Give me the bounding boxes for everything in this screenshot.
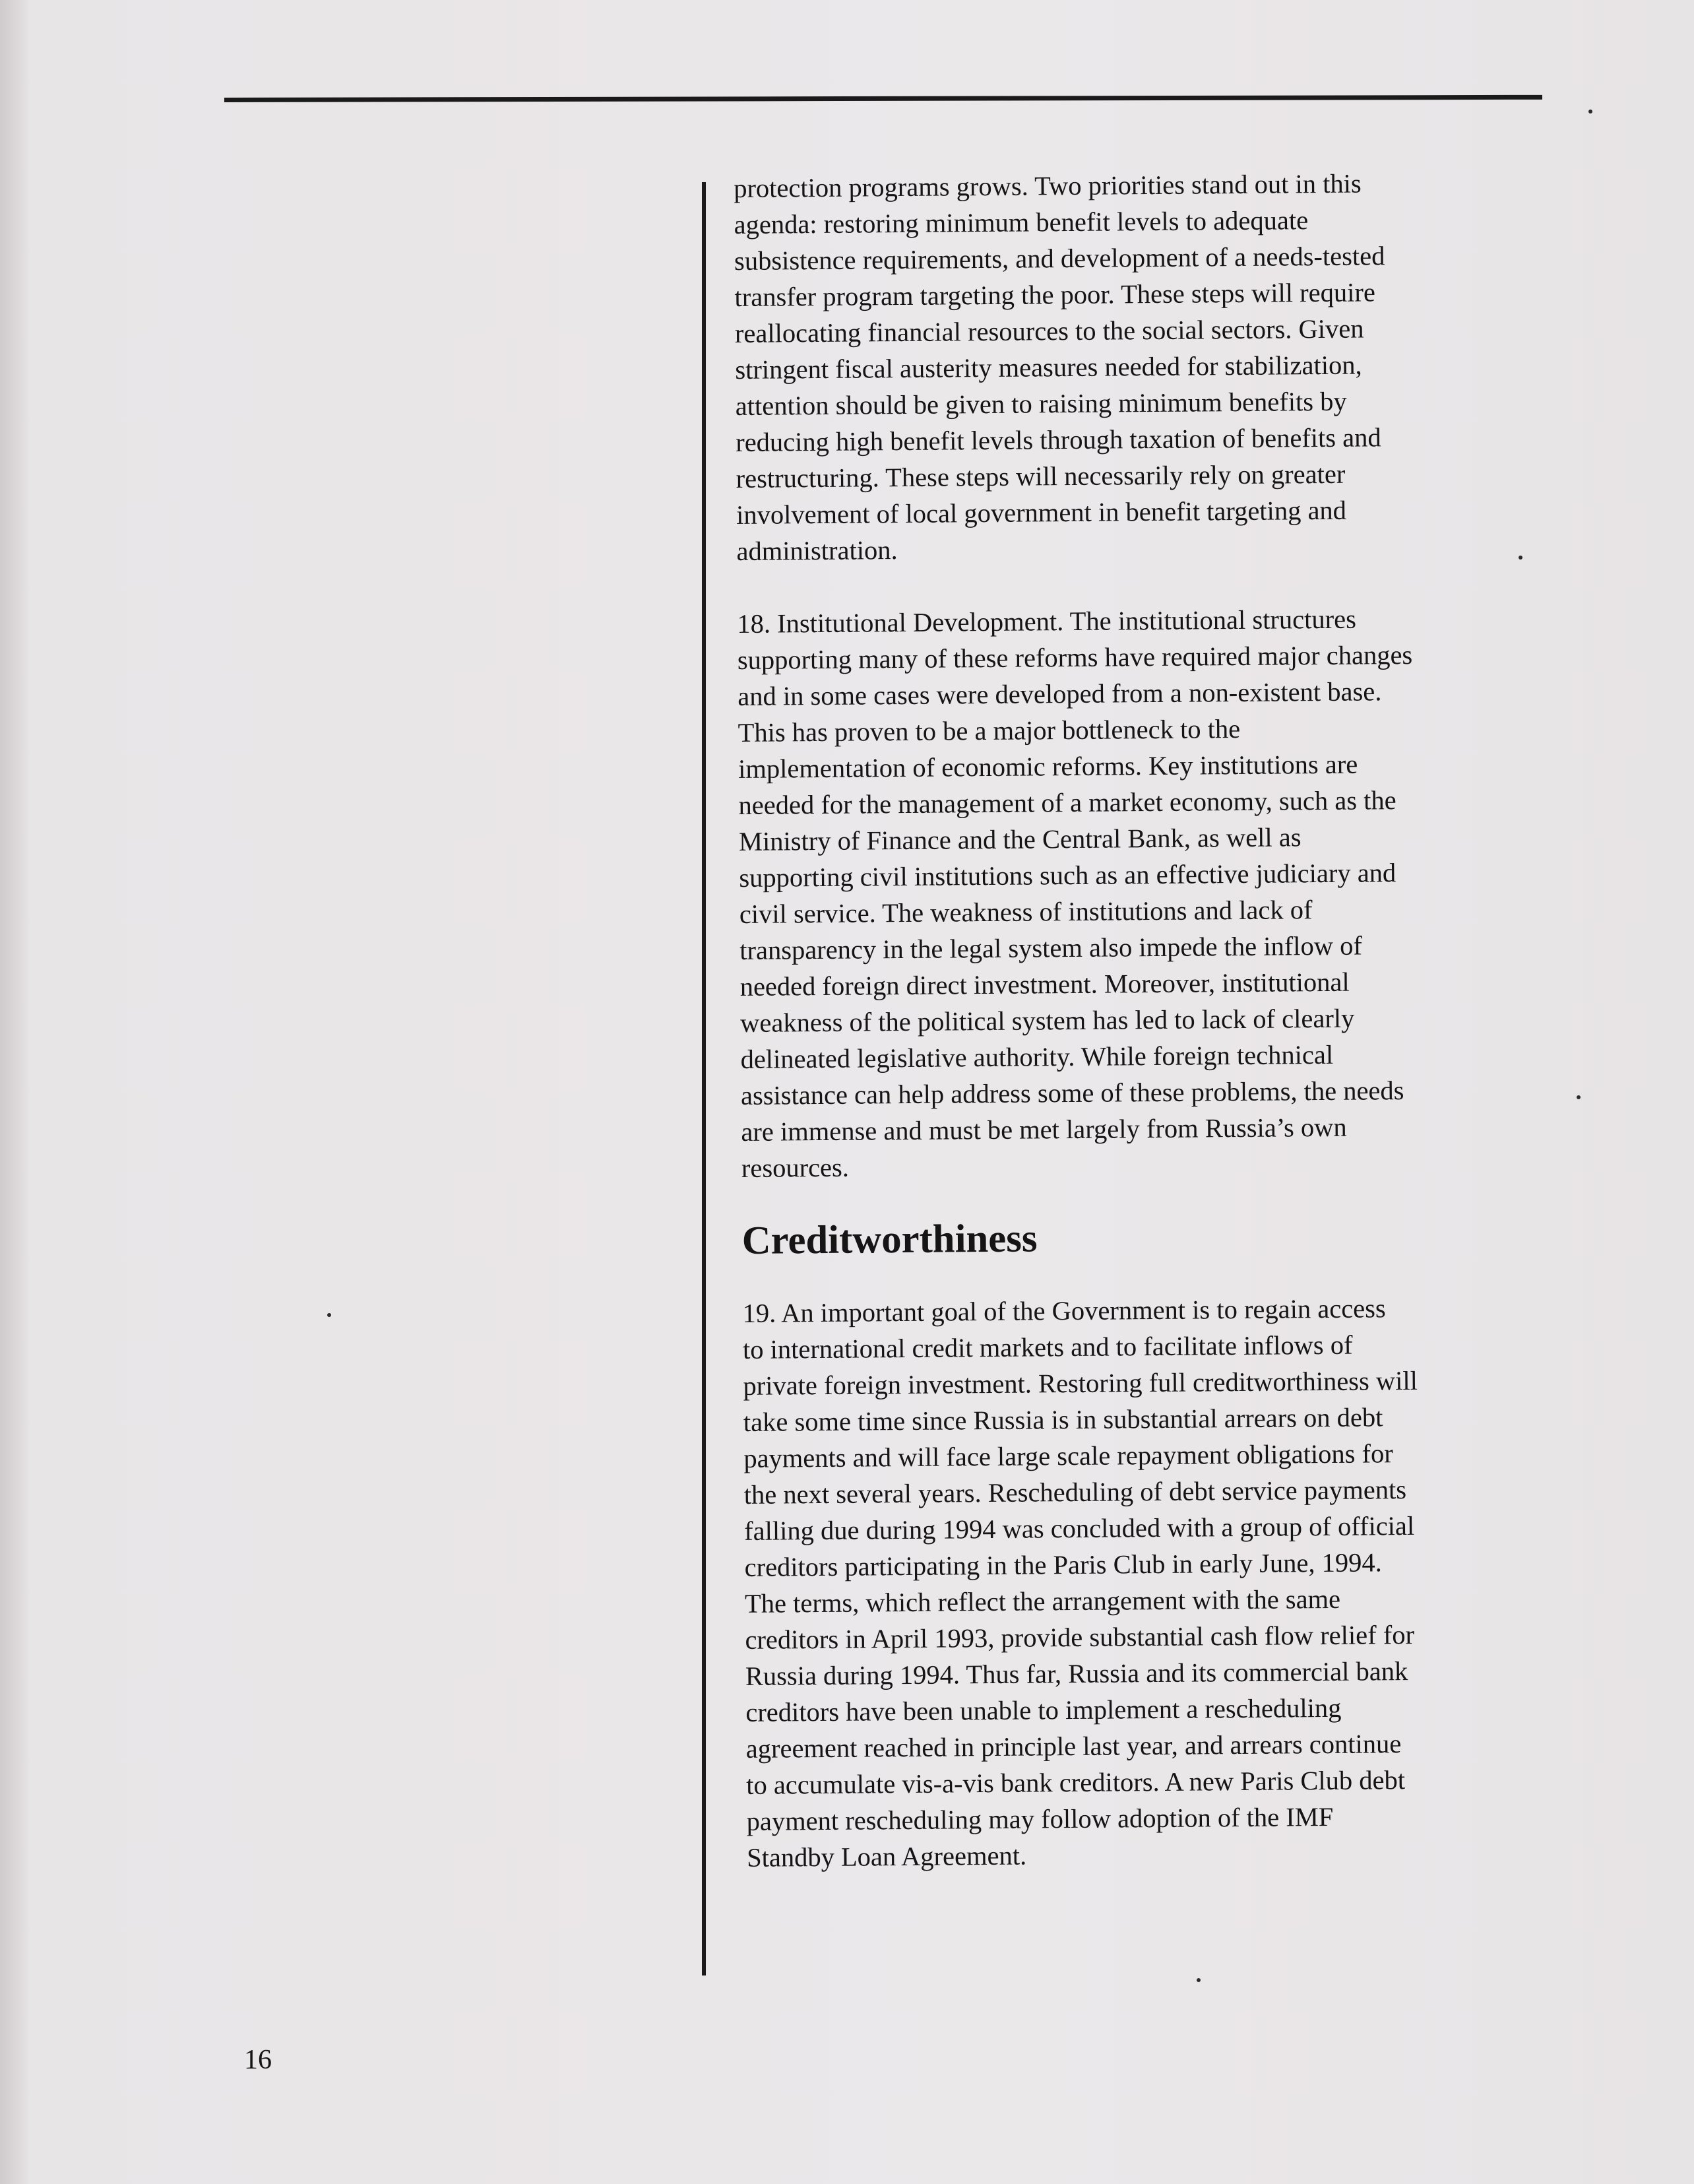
text-line: This has proven to be a major bottleneck to the (737, 713, 1241, 748)
text-line: The terms, which reflect the arrangement with the same (744, 1584, 1341, 1619)
text-line: subsistence requirements, and development of a needs-tested (734, 241, 1385, 276)
text-line: creditors participating in the Paris Club in early June, 1994. (744, 1547, 1382, 1582)
text-line: 19. An important goal of the Government is to regain access (742, 1293, 1386, 1328)
text-line: falling due during 1994 was concluded with a group of official (744, 1510, 1415, 1546)
text-line: to international credit markets and to facilitate inflows of (742, 1330, 1353, 1365)
text-line: reducing high benefit levels through taxation of benefits and (736, 422, 1381, 457)
text-line: payments and will face large scale repayment obligations for (743, 1438, 1393, 1473)
text-line: agenda: restoring minimum benefit levels to adequate (734, 205, 1309, 240)
scan-speck (1197, 1978, 1201, 1982)
text-line: take some time since Russia is in substantial arrears on debt (743, 1402, 1383, 1437)
section-heading-creditworthiness: Creditworthiness (741, 1216, 1038, 1263)
scan-speck (1577, 1095, 1581, 1099)
text-line: 18. Institutional Development. The institutional structures (737, 604, 1357, 639)
text-line: supporting civil institutions such as an effective judiciary and (739, 858, 1396, 893)
text-line: the next several years. Rescheduling of debt service payments (743, 1475, 1407, 1510)
text-line: civil service. The weakness of institutions and lack of (739, 895, 1313, 929)
text-line: involvement of local government in benefit targeting and (736, 495, 1347, 530)
text-line: weakness of the political system has led to lack of clearly (739, 1003, 1355, 1038)
text-line: private foreign investment. Restoring full creditworthiness will (743, 1365, 1418, 1401)
text-line: resources. (741, 1152, 850, 1183)
text-line: Russia during 1994. Thus far, Russia and its commercial bank (745, 1656, 1408, 1691)
header-rule (224, 95, 1542, 102)
text-line: assistance can help address some of these problems, the needs (740, 1076, 1404, 1110)
column-divider-rule (702, 182, 706, 1975)
scan-speck (1519, 556, 1522, 560)
text-line: creditors have been unable to implement a rescheduling (745, 1692, 1342, 1727)
text-line: reallocating financial resources to the social sectors. Given (734, 313, 1364, 348)
paragraph-creditworthiness (742, 1289, 1571, 1876)
paragraph-gap (737, 563, 1561, 606)
text-line: transfer program targeting the poor. These steps will require (734, 277, 1376, 312)
text-line: restructuring. These steps will necessarily rely on greater (736, 459, 1346, 494)
body-text (734, 164, 1571, 1876)
text-line: creditors in April 1993, provide substantial cash flow relief for (745, 1619, 1415, 1655)
text-line: agreement reached in principle last year, and arrears continue (745, 1729, 1402, 1764)
text-line: to accumulate vis-a-vis bank creditors. A new Paris Club debt (746, 1765, 1406, 1800)
text-line: transparency in the legal system also impede the inflow of (739, 930, 1363, 965)
text-line: stringent fiscal austerity measures needed for stabilization, (735, 350, 1362, 385)
text-line: administration. (736, 535, 898, 566)
text-line: implementation of economic reforms. Key institutions are (737, 749, 1358, 784)
text-line: needed foreign direct investment. Moreover, institutional (739, 967, 1350, 1002)
text-line: and in some cases were developed from a non-existent base. (737, 676, 1382, 711)
scan-speck (327, 1313, 331, 1317)
page-number: 16 (244, 2045, 272, 2075)
text-line: payment rescheduling may follow adoption of the IMF (746, 1801, 1334, 1836)
text-line: Ministry of Finance and the Central Bank, as well as (738, 822, 1302, 856)
text-line: needed for the management of a market economy, such as the (738, 785, 1396, 820)
text-line: Standby Loan Agreement. (746, 1840, 1027, 1873)
paragraph-institutional-development (737, 599, 1566, 1186)
text-line: delineated legislative authority. While foreign technical (740, 1039, 1334, 1074)
text-line: supporting many of these reforms have required major changes (737, 639, 1413, 675)
paragraph-social-protection (734, 164, 1561, 569)
scan-speck (1588, 110, 1592, 113)
paragraph-gap (741, 1180, 1566, 1223)
text-line: attention should be given to raising minimum benefits by (735, 386, 1347, 421)
binding-edge (0, 0, 30, 2184)
text-line: protection programs grows. Two priorities stand out in this (734, 168, 1362, 203)
text-line: are immense and must be met largely from Russia’s own (741, 1112, 1347, 1147)
